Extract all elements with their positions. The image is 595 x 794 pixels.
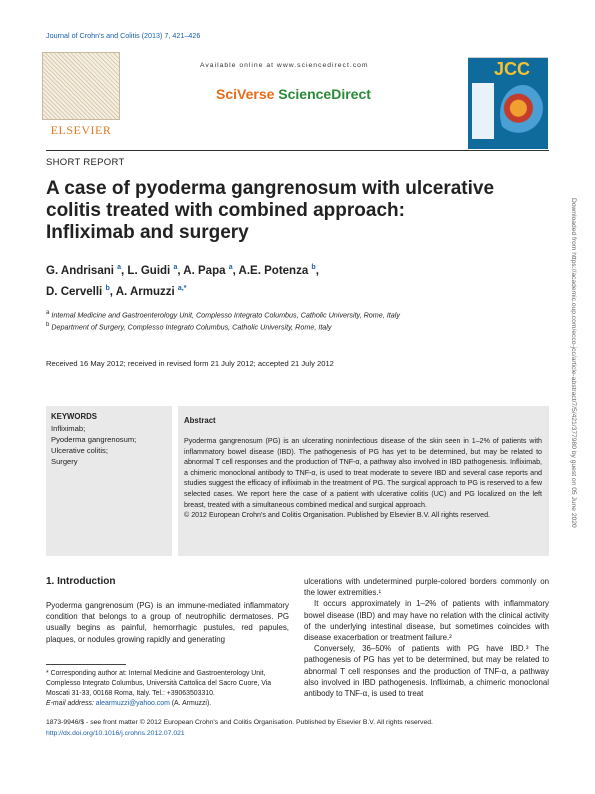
available-online-text: Available online at www.sciencedirect.com [200,62,369,69]
author-name: , A. Armuzzi [109,285,178,298]
cover-artwork [500,85,546,143]
body-paragraph: Pyoderma gangrenosum (PG) is an immune-mediated inflammatory condition that belongs to a group of neutrophilic dermatoses. PG usually begins as painful, hemorrhagic pustules, red papules, plaques, or nodules growing rapidly and generating [46,601,289,644]
elsevier-wordmark: ELSEVIER [50,123,112,137]
title-line: colitis treated with combined approach: [46,200,405,221]
sciverse-sciencedirect-logo [216,86,371,102]
abstract-heading: Abstract [184,416,216,425]
elsevier-tree-image [42,52,120,120]
author-name: , A.E. Potenza [232,264,312,277]
keyword-item: Surgery [51,457,78,466]
affiliation-marker: b [311,264,316,271]
author-name: , A. Papa [177,264,229,277]
author-email-link[interactable]: alearmuzzi@yahoo.com [95,700,170,707]
keywords-list [51,423,136,467]
abstract-copyright: © 2012 European Crohn's and Colitis Organisation. Published by Elsevier B.V. All rights reserved. [184,511,490,520]
keyword-item: Infliximab; [51,424,86,433]
author-line [46,280,466,301]
affiliation-a: $^a$ Internal Medicine and Gastroenterology Unit, Complesso Integrato Columbus, Catholic University, Rome, Italy [46,310,400,320]
affiliation-b: $^b$ Department of Surgery, Complesso Integrato Columbus, Catholic University, Rome, Italy [46,322,332,332]
author-name: D. Cervelli [46,285,106,298]
article-title [46,178,526,244]
author-line: G. Andrisani $^a$, L. Guidi $^a$, A. Papa $^a$, A.E. Potenza $^b$, [46,264,319,277]
keywords-heading: KEYWORDS [51,412,97,421]
journal-citation: Journal of Crohn's and Colitis (2013) 7, 421–426 [46,31,201,40]
cover-side-panel [472,83,494,139]
download-watermark [567,198,577,598]
issn-copyright-line: 1873-9946/$ - see front matter © 2012 European Crohn's and Colitis Organisation. Published by Elsevier B.V. All rights reserved. [46,719,433,726]
keyword-item: Pyoderma gangrenosum; [51,435,137,444]
affiliation-marker: a [173,264,178,271]
author-name: , L. Guidi [121,264,174,277]
abstract-text: Pyoderma gangrenosum (PG) is an ulcerating noninfectious disease of the skin seen in 1–2% of patients with inflammatory bowel disease (IBD). The pathogenesis of PG has yet to be determined, but may be related to abnormal T cell responses and the production of TNF-α, a pathway also involved in IBD pathogenesis. Infliximab, a chimeric monoclonal antibody to TNF-α, is used to treat moderate to severe IBD and several case reports and studies suggest the efficacy of infliximab in the treatment of PG. The surgical approach to PG is reserved to a few selected cases. We report here the case of a patient with ulcerative colitis (UC) and PG localized on the left breast, treated with a simultaneous combined medical and surgical approach. [184,437,542,509]
affiliation-marker: a [117,264,122,271]
affiliation-marker: a [228,264,233,271]
header-divider [46,150,549,151]
abstract-body [184,436,542,521]
journal-cover-image [468,43,548,149]
doi-link[interactable]: http://dx.doi.org/10.1016/j.crohns.2012.07.021 [46,730,185,737]
sciencedirect-word: ScienceDirect [278,86,371,102]
section-heading-introduction: 1. Introduction [46,576,116,587]
cover-jcc-logo: JCC [494,59,531,79]
body-right-column [304,576,549,699]
title-line: Infliximab and surgery [46,222,249,243]
page-footer [46,717,433,739]
body-paragraph: Conversely, 36–50% of patients with PG have IBD.³ The pathogenesis of PG has yet to be determined, but may be related to abnormal T cell responses and the production of TNF-α, a pathway also involved in IBD pathogenesis. Infliximab, a chimeric monoclonal antibody to TNF-α, is used to treat [304,644,549,699]
footnote-divider [46,664,126,665]
corresponding-author-marker: a,* [177,284,187,292]
body-paragraph: ulcerations with undetermined purple-colored borders commonly on the lower extremities.¹ [304,577,549,598]
keyword-item: Ulcerative colitis; [51,446,108,455]
title-line: A case of pyoderma gangrenosum with ulcerative [46,178,495,199]
cover-header-strip [468,43,548,58]
sciverse-word: SciVerse [216,86,279,102]
author-list [46,259,466,301]
received-dates: Received 16 May 2012; received in revised form 21 July 2012; accepted 21 July 2012 [46,359,334,368]
affiliation-marker: b [105,284,110,292]
download-note-text: Downloaded from https://academic.oup.com/ecco-jcc/article-abstract/7/5/421/377980 by guest on 05 June 2020 [570,198,577,528]
body-paragraph: It occurs approximately in 1–2% of patients with inflammatory bowel disease (IBD) and may have no relation with the clinical activity of the underlying intestinal disease, but sometimes coincides with disease exacerbation or treatment failure.² [304,599,549,643]
elsevier-logo [42,52,120,138]
corresponding-author-footnote [46,669,289,709]
footnote-text: * Corresponding author at: Internal Medicine and Gastroenterology Unit, Complesso Integrato Columbus, Università Cattolica del Sacro Cuore, Via Moscati 31-33, 00168 Roma, Italy. Tel.: +39063503310. [46,670,272,697]
author-name: G. Andrisani [46,264,118,277]
footnote-email-line: E-mail address: alearmuzzi@yahoo.com (A. Armuzzi). [46,700,212,707]
article-type: SHORT REPORT [46,157,125,168]
